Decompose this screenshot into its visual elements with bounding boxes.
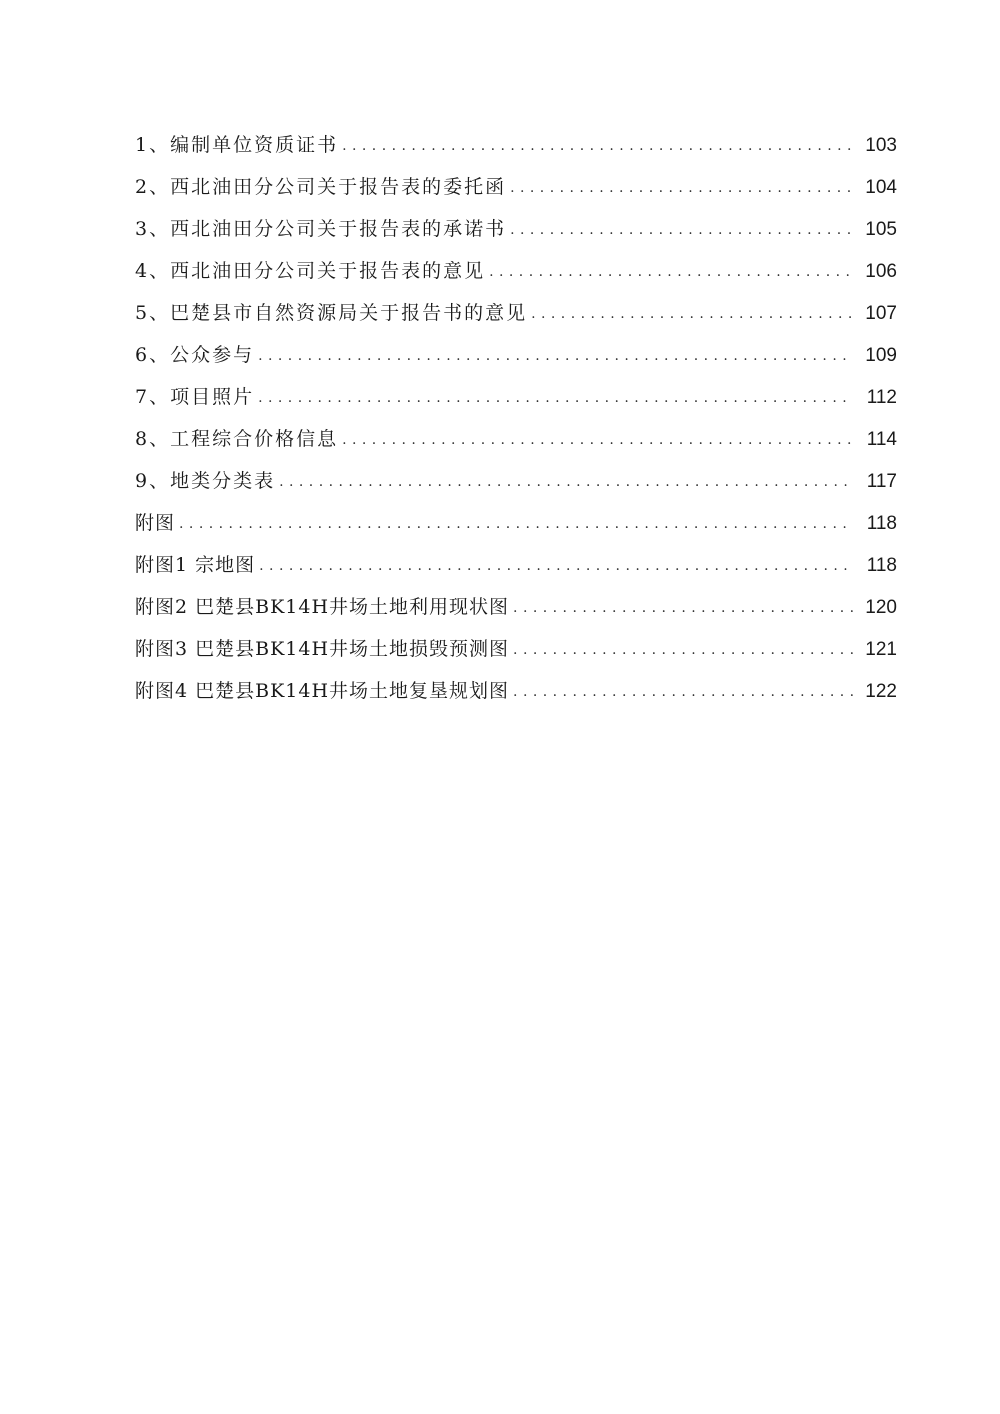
toc-entry[interactable] xyxy=(135,292,897,334)
toc-entry[interactable] xyxy=(135,628,897,670)
toc-dot-leader xyxy=(510,209,853,251)
toc-entry[interactable] xyxy=(135,544,897,586)
toc-entry[interactable] xyxy=(135,418,897,460)
toc-entry-page-number: 117 xyxy=(866,471,897,492)
toc-entry-page-number: 118 xyxy=(866,555,897,576)
toc-dot-leader xyxy=(513,629,853,671)
toc-entry-page-number: 109 xyxy=(865,345,897,366)
toc-entry-title: 附图2 巴楚县BK14H井场土地利用现状图 xyxy=(135,596,510,618)
toc-entry-title: 附图4 巴楚县BK14H井场土地复垦规划图 xyxy=(135,680,510,702)
toc-dot-leader xyxy=(510,167,853,209)
toc-dot-leader xyxy=(179,503,853,545)
toc-entry[interactable] xyxy=(135,670,897,712)
toc-dot-leader xyxy=(513,671,853,713)
toc-entry-title: 附图1 宗地图 xyxy=(135,554,256,576)
toc-entry-title: 8、工程综合价格信息 xyxy=(135,428,339,450)
toc-entry-page-number: 120 xyxy=(865,597,897,618)
toc-dot-leader xyxy=(258,335,853,377)
toc-entry-title: 5、巴楚县市自然资源局关于报告书的意见 xyxy=(135,302,528,324)
toc-entry-title: 6、公众参与 xyxy=(135,344,255,366)
toc-dot-leader xyxy=(489,251,853,293)
toc-entry[interactable] xyxy=(135,250,897,292)
toc-dot-leader xyxy=(531,293,853,335)
toc-entry-page-number: 103 xyxy=(865,135,897,156)
toc-entry-title: 4、西北油田分公司关于报告表的意见 xyxy=(135,260,486,282)
toc-dot-leader xyxy=(342,419,853,461)
toc-entry-title: 附图3 巴楚县BK14H井场土地损毁预测图 xyxy=(135,638,510,660)
toc-entry-page-number: 112 xyxy=(866,387,897,408)
toc-entry[interactable] xyxy=(135,124,897,166)
toc-entry[interactable] xyxy=(135,460,897,502)
table-of-contents xyxy=(135,124,897,712)
toc-dot-leader xyxy=(342,125,853,167)
toc-entry-page-number: 118 xyxy=(866,513,897,534)
toc-dot-leader xyxy=(279,461,853,503)
toc-entry-title: 3、西北油田分公司关于报告表的承诺书 xyxy=(135,218,507,240)
toc-entry[interactable] xyxy=(135,376,897,418)
toc-entry-page-number: 104 xyxy=(865,177,897,198)
toc-entry[interactable] xyxy=(135,208,897,250)
toc-dot-leader xyxy=(259,545,853,587)
toc-entry-title: 附图 xyxy=(135,512,176,534)
toc-entry-title: 9、地类分类表 xyxy=(135,470,276,492)
toc-dot-leader xyxy=(513,587,853,629)
toc-entry[interactable] xyxy=(135,502,897,544)
toc-dot-leader xyxy=(258,377,853,419)
toc-entry[interactable] xyxy=(135,334,897,376)
toc-entry-title: 1、编制单位资质证书 xyxy=(135,134,339,156)
toc-entry-page-number: 107 xyxy=(865,303,897,324)
toc-entry-title: 7、项目照片 xyxy=(135,386,255,408)
toc-entry-title: 2、西北油田分公司关于报告表的委托函 xyxy=(135,176,507,198)
toc-entry-page-number: 121 xyxy=(865,639,897,660)
toc-entry-page-number: 105 xyxy=(865,219,897,240)
toc-entry-page-number: 106 xyxy=(865,261,897,282)
toc-entry[interactable] xyxy=(135,166,897,208)
toc-entry[interactable] xyxy=(135,586,897,628)
toc-entry-page-number: 122 xyxy=(865,681,897,702)
toc-entry-page-number: 114 xyxy=(866,429,897,450)
